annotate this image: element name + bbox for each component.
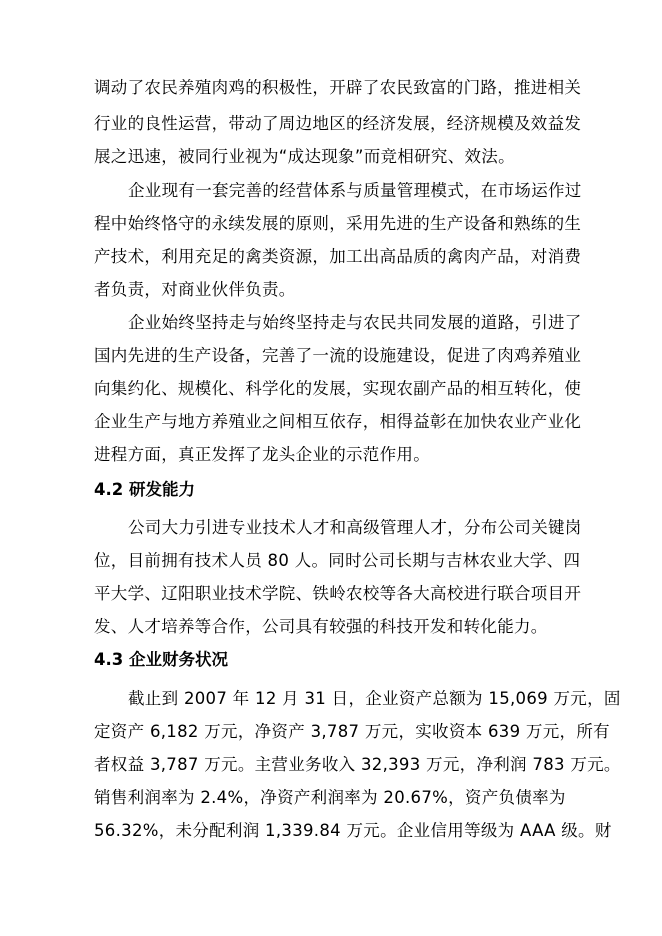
paragraph-2-line-1: 企业现有一套完善的经营体系与质量管理模式，在市场运作过 bbox=[128, 181, 582, 200]
paragraph-4-line-4: 发、人才培养等合作，公司具有较强的科技开发和转化能力。 bbox=[94, 617, 548, 636]
paragraph-1-line-2: 行业的良性运营，带动了周边地区的经济发展，经济规模及效益发 bbox=[94, 114, 582, 133]
paragraph-2-line-2: 程中始终恪守的永续发展的原则，采用先进的生产设备和熟练的生 bbox=[94, 214, 582, 233]
paragraph-2-line-3: 产技术，利用充足的禽类资源，加工出高品质的禽肉产品，对消费 bbox=[94, 247, 582, 266]
paragraph-5-line-1: 截止到 2007 年 12 月 31 日，企业资产总额为 15,069 万元，固 bbox=[128, 689, 621, 708]
paragraph-5-line-3: 者权益 3,787 万元。主营业务收入 32,393 万元，净利润 783 万元。 bbox=[94, 755, 621, 774]
paragraph-3-line-1: 企业始终坚持走与始终坚持走与农民共同发展的道路，引进了 bbox=[128, 313, 582, 332]
section-heading-4-2: 4.2 研发能力 bbox=[94, 480, 195, 499]
section-heading-4-3: 4.3 企业财务状况 bbox=[94, 650, 228, 669]
paragraph-4-line-1: 公司大力引进专业技术人才和高级管理人才，分布公司关键岗 bbox=[128, 518, 582, 537]
paragraph-1-line-1: 调动了农民养殖肉鸡的积极性，开辟了农民致富的门路，推进相关 bbox=[94, 78, 582, 97]
paragraph-3-line-4: 企业生产与地方养殖业之间相互依存，相得益彰在加快农业产业化 bbox=[94, 412, 582, 431]
paragraph-5-line-4: 销售利润率为 2.4%，净资产利润率为 20.67%，资产负债率为 bbox=[94, 788, 566, 807]
paragraph-4-line-2: 位，目前拥有技术人员 80 人。同时公司长期与吉林农业大学、四 bbox=[94, 551, 581, 570]
paragraph-1-line-3: 展之迅速，被同行业视为“成达现象”而竞相研究、效法。 bbox=[94, 147, 515, 166]
paragraph-5-line-2: 定资产 6,182 万元，净资产 3,787 万元，实收资本 639 万元，所有 bbox=[94, 722, 610, 741]
paragraph-5-line-5: 56.32%，未分配利润 1,339.84 万元。企业信用等级为 AAA 级。财 bbox=[94, 821, 612, 840]
paragraph-2-line-4: 者负责，对商业伙伴负责。 bbox=[94, 280, 296, 299]
paragraph-3-line-2: 国内先进的生产设备，完善了一流的设施建设，促进了肉鸡养殖业 bbox=[94, 346, 582, 365]
paragraph-3-line-3: 向集约化、规模化、科学化的发展，实现农副产品的相互转化，使 bbox=[94, 379, 582, 398]
paragraph-3-line-5: 进程方面，真正发挥了龙头企业的示范作用。 bbox=[94, 445, 430, 464]
paragraph-4-line-3: 平大学、辽阳职业技术学院、铁岭农校等各大高校进行联合项目开 bbox=[94, 584, 582, 603]
